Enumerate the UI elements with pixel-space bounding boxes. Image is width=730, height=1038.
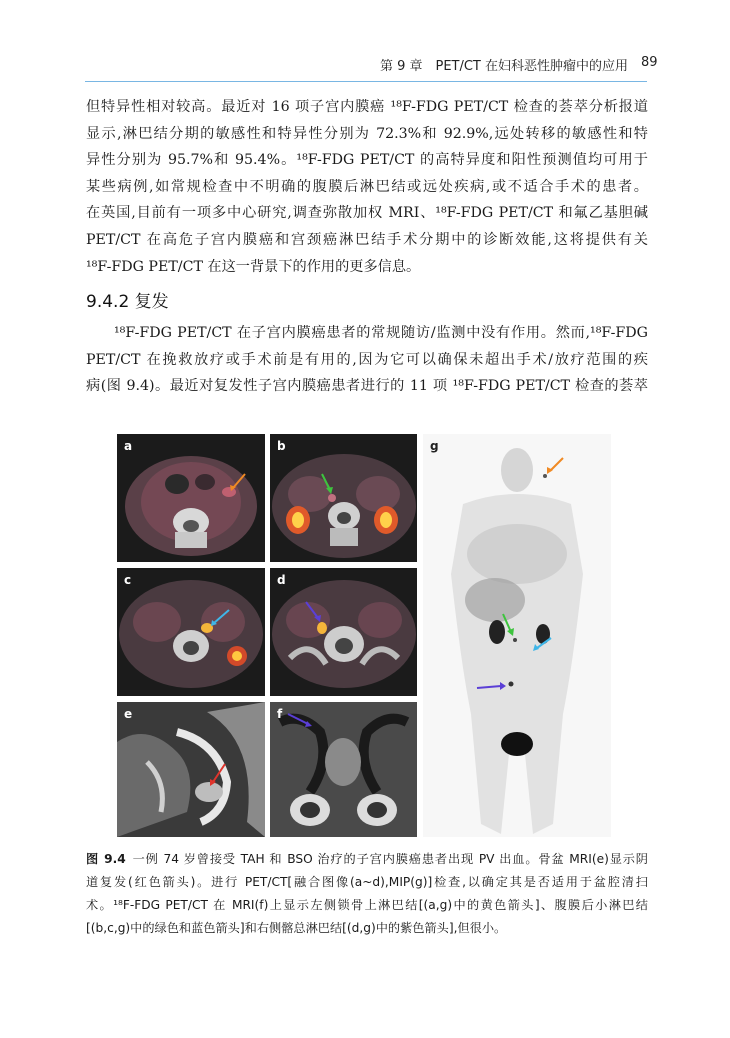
mri-sagittal-image — [117, 702, 265, 837]
panel-label-b: b — [277, 439, 286, 453]
text-line: 但特异性相对较高。最近对 16 项子宫内膜癌 ¹⁸F-FDG PET/CT 检查的荟萃分析报道 — [86, 99, 648, 115]
paragraph-1 — [86, 94, 648, 280]
mip-image — [423, 434, 611, 837]
panel-label-f: f — [277, 707, 283, 721]
panel-d-pelvis-petct — [270, 568, 417, 696]
panel-label-d: d — [277, 573, 286, 587]
figure-number: 图 9.4 — [86, 852, 126, 866]
caption-line: [(b,c,g)中的绿色和蓝色箭头]和右侧髂总淋巴结[(d,g)中的紫色箭头],但很小。 — [86, 921, 507, 935]
caption-line: 术。¹⁸F-FDG PET/CT 在 MRI(f)上显示左侧锁骨上淋巴结[(a,g)中的黄色箭头]、腹膜后小淋巴结 — [86, 898, 648, 912]
text-line: PET/CT 在挽救放疗或手术前是有用的,因为它可以确保未超出手术/放疗范围的疾 — [86, 351, 648, 368]
panel-c-abdomen-petct — [117, 568, 265, 696]
page-number: 89 — [641, 55, 658, 70]
figure-9-4 — [117, 434, 611, 837]
text-line: 某些病例,如常规检查中不明确的腹膜后淋巴结或远处疾病,或不适合手术的患者。 — [86, 178, 648, 195]
paragraph-2 — [86, 320, 648, 400]
caption-text: 一例 74 岁曾接受 TAH 和 BSO 治疗的子宫内膜癌患者出现 PV 出血。骨盆 MRI(e)显示阴 — [131, 852, 648, 866]
panel-label-a: a — [124, 439, 133, 453]
panel-label-c: c — [124, 573, 132, 587]
caption-line: 道复发(红色箭头)。进行 PET/CT[融合图像(a~d),MIP(g)]检查,以确定其是否适用于盆腔清扫 — [86, 875, 648, 889]
text-line: 在英国,目前有一项多中心研究,调查弥散加权 MRI、¹⁸F-FDG PET/CT 和氟乙基胆碱 — [86, 205, 648, 222]
panel-b-abdomen-petct — [270, 434, 417, 562]
text-line: 显示,淋巴结分期的敏感性和特异性分别为 72.3%和 92.9%,远处转移的敏感性和特 — [86, 125, 648, 142]
chapter-title: 第 9 章 PET/CT 在妇科恶性肿瘤中的应用 — [379, 59, 628, 74]
caption-line — [86, 848, 648, 871]
section-heading: 9.4.2 复发 — [86, 292, 169, 312]
mri-coronal-image — [270, 702, 417, 837]
text-line: PET/CT 在高危子宫内膜癌和宫颈癌淋巴结手术分期中的诊断效能,这将提供有关 — [86, 231, 648, 248]
text-line: 病(图 9.4)。最近对复发性子宫内膜癌患者进行的 11 项 ¹⁸F-FDG PET/CT 检查的荟萃 — [86, 378, 648, 395]
text-line: ¹⁸F-FDG PET/CT 在这一背景下的作用的更多信息。 — [86, 258, 421, 275]
neck-scan-image — [117, 434, 265, 562]
panel-a-neck-petct — [117, 434, 265, 562]
pelvis-scan-image — [270, 568, 417, 696]
text-line: ¹⁸F-FDG PET/CT 在子宫内膜癌患者的常规随访/监测中没有作用。然而,¹⁸F-FDG — [114, 325, 648, 341]
panel-label-g: g — [430, 439, 439, 453]
panel-e-pelvis-mri — [117, 702, 265, 837]
abdomen-scan-image — [270, 434, 417, 562]
figure-caption — [86, 848, 648, 940]
abdomen-scan-image — [117, 568, 265, 696]
panel-f-pelvis-mri — [270, 702, 417, 837]
panel-g-mip — [423, 434, 611, 837]
panel-label-e: e — [124, 707, 133, 721]
page-header — [0, 0, 730, 80]
header-rule — [85, 81, 647, 82]
text-line: 异性分别为 95.7%和 95.4%。¹⁸F-FDG PET/CT 的高特异度和阳性预测值均可用于 — [86, 152, 648, 169]
